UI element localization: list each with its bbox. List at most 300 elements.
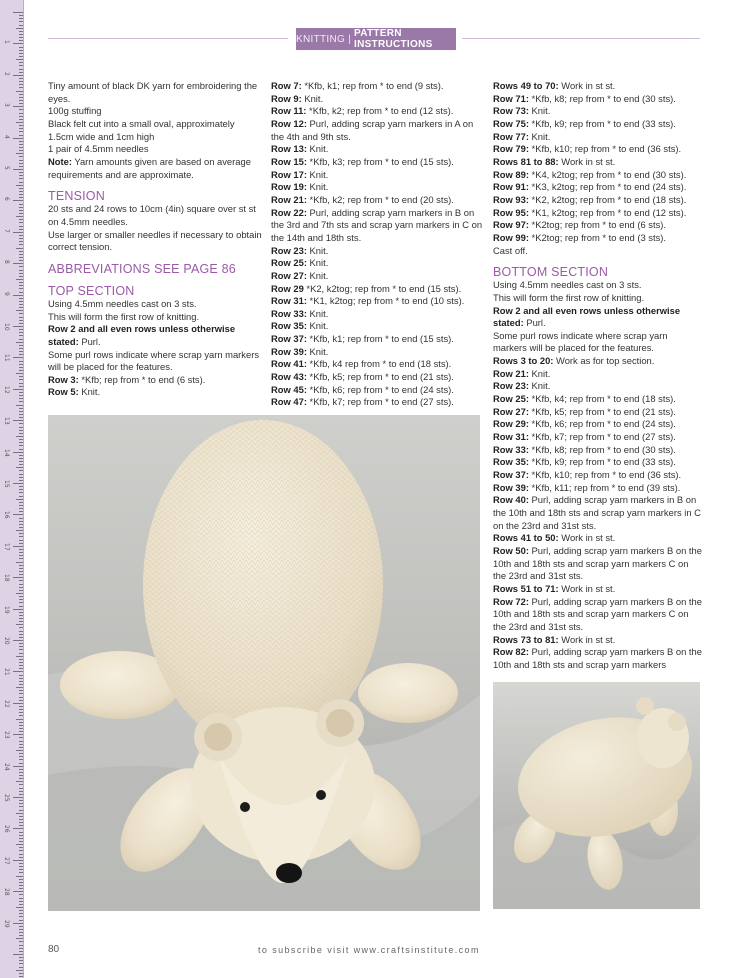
ruler-tick xyxy=(19,31,23,32)
ruler-number: 1 xyxy=(3,40,10,45)
instruction-row xyxy=(271,118,483,143)
ruler-tick xyxy=(19,775,23,776)
ruler-tick xyxy=(19,637,23,638)
instruction-row xyxy=(271,194,483,207)
row-text: *K1, k2tog; rep from * to end (10 sts). xyxy=(306,295,465,307)
ruler-tick xyxy=(13,828,23,829)
instruction-row xyxy=(493,194,703,207)
ruler-tick xyxy=(19,18,23,19)
ruler-tick xyxy=(19,458,23,459)
row-label: Row 35: xyxy=(493,456,529,468)
ruler-tick xyxy=(13,43,23,44)
ruler-tick xyxy=(13,106,23,107)
row-2-instruction xyxy=(493,305,703,330)
row-label: Row 91: xyxy=(493,181,529,193)
ruler-tick xyxy=(19,50,23,51)
instruction-row xyxy=(493,80,703,93)
instruction-row xyxy=(271,384,483,397)
row-text: Knit. xyxy=(528,367,551,379)
ruler-number: 19 xyxy=(3,605,10,614)
row-text: Knit. xyxy=(528,380,551,392)
instruction-row xyxy=(271,333,483,346)
row-text: Knit. xyxy=(306,307,329,319)
ruler-tick xyxy=(19,863,23,864)
text-line: This will form the first row of knitting. xyxy=(48,310,200,322)
ruler-tick xyxy=(19,128,23,129)
row-list xyxy=(271,80,483,409)
ruler-tick xyxy=(19,383,23,384)
ruler-tick xyxy=(19,307,23,308)
ruler-tick xyxy=(19,477,23,478)
ruler-tick xyxy=(19,461,23,462)
ruler-tick xyxy=(19,587,23,588)
ruler-tick xyxy=(19,166,23,167)
ruler-tick xyxy=(19,273,23,274)
ruler-tick xyxy=(19,649,23,650)
header-rule-right xyxy=(462,38,700,39)
ruler-tick xyxy=(19,156,23,157)
instruction-row xyxy=(493,169,703,182)
row-text: *Kfb, k11; rep from * to end (39 sts). xyxy=(528,481,681,493)
ruler-tick xyxy=(19,697,23,698)
ruler-tick xyxy=(19,244,23,245)
instruction-row xyxy=(48,374,262,387)
ruler-tick xyxy=(19,492,23,493)
ruler-tick xyxy=(16,876,23,877)
ruler-tick xyxy=(19,967,23,968)
ruler-tick xyxy=(19,276,23,277)
ruler-tick xyxy=(19,816,23,817)
ruler-tick xyxy=(19,131,23,132)
ruler-tick xyxy=(19,147,23,148)
ruler-tick xyxy=(19,87,23,88)
instruction-row xyxy=(271,143,483,156)
ruler-tick xyxy=(19,665,23,666)
ruler-tick xyxy=(19,229,23,230)
instruction-row xyxy=(493,494,703,532)
ruler-tick xyxy=(19,794,23,795)
ruler-tick xyxy=(19,552,23,553)
ruler-number: 13 xyxy=(3,417,10,425)
ruler-tick xyxy=(19,332,23,333)
section-label: KNITTING xyxy=(296,33,346,45)
ruler-tick xyxy=(19,945,23,946)
bottom-section-intro xyxy=(493,279,703,304)
ruler-tick xyxy=(13,860,23,861)
page-number: 80 xyxy=(48,944,60,955)
row-label: Row 11: xyxy=(271,105,307,117)
ruler-tick xyxy=(19,474,23,475)
ruler-tick xyxy=(19,339,23,340)
ruler-number: 10 xyxy=(3,323,10,331)
row-label: Row 13: xyxy=(271,143,307,155)
ruler-tick xyxy=(19,854,23,855)
ruler-tick xyxy=(19,103,23,104)
ruler-tick xyxy=(19,558,23,559)
ruler-tick xyxy=(19,351,23,352)
row-text: Knit. xyxy=(306,269,329,281)
note xyxy=(48,156,262,181)
row-text: Purl. xyxy=(523,317,546,329)
column-1 xyxy=(48,80,262,399)
ruler-tick xyxy=(19,857,23,858)
ruler-tick xyxy=(19,631,23,632)
ruler-number: 21 xyxy=(3,668,10,677)
ruler-tick xyxy=(16,750,23,751)
instruction-row xyxy=(493,646,703,671)
ruler-tick xyxy=(19,94,23,95)
instruction-row xyxy=(48,386,262,399)
instruction-row xyxy=(493,93,703,106)
ruler-tick xyxy=(19,791,23,792)
ruler-tick xyxy=(19,951,23,952)
instruction-row xyxy=(271,181,483,194)
ruler-tick xyxy=(19,141,23,142)
ruler-number: 8 xyxy=(3,260,10,265)
instruction-row xyxy=(271,156,483,169)
ruler-tick xyxy=(19,348,23,349)
ruler-tick xyxy=(19,888,23,889)
ruler-number: 23 xyxy=(3,731,10,739)
ruler-tick xyxy=(19,317,23,318)
row-text: Knit. xyxy=(306,143,329,155)
ruler-tick xyxy=(19,204,23,205)
ruler-number: 24 xyxy=(3,762,10,771)
instruction-row xyxy=(493,418,703,431)
ruler-tick xyxy=(16,467,23,468)
row-label: Row 93: xyxy=(493,193,529,205)
ruler-tick xyxy=(13,671,23,672)
row-text: *Kfb, k10; rep from * to end (36 sts). xyxy=(528,143,682,155)
ruler-number: 2 xyxy=(3,71,10,76)
row-text: Knit. xyxy=(528,105,551,117)
ruler-number: 28 xyxy=(3,888,10,896)
ruler-number: 17 xyxy=(3,542,10,551)
instruction-row xyxy=(493,444,703,457)
ruler-tick xyxy=(19,449,23,450)
section-separator: | xyxy=(348,33,351,45)
ruler-tick xyxy=(19,116,23,117)
row-text: *Kfb, k8; rep from * to end (30 sts). xyxy=(528,92,676,104)
ruler-tick xyxy=(19,596,23,597)
row-label: Row 25: xyxy=(271,257,307,269)
instruction-row xyxy=(493,456,703,469)
row-label: Row 3: xyxy=(48,373,79,385)
ruler-tick xyxy=(19,65,23,66)
ruler-tick xyxy=(19,615,23,616)
ruler-tick xyxy=(16,656,23,657)
row-label: Row 33: xyxy=(271,307,307,319)
ruler-tick xyxy=(19,693,23,694)
ruler-tick xyxy=(19,282,23,283)
row-label: Row 21: xyxy=(493,367,529,379)
ruler-tick xyxy=(19,222,23,223)
ruler-tick xyxy=(19,675,23,676)
row-label: Row 27: xyxy=(271,269,307,281)
ruler-tick xyxy=(19,345,23,346)
row-label: Row 99: xyxy=(493,231,529,243)
instruction-row xyxy=(271,358,483,371)
ruler-tick xyxy=(16,499,23,500)
ruler-tick xyxy=(13,609,23,610)
ruler-tick xyxy=(16,185,23,186)
row-label: Row 15: xyxy=(271,155,307,167)
row-label: Row 82: xyxy=(493,646,529,658)
ruler-tick xyxy=(19,800,23,801)
polar-bear-side-photo xyxy=(493,682,700,909)
ruler-tick xyxy=(19,941,23,942)
ruler-tick xyxy=(19,329,23,330)
row-text: *Kfb, k8; rep from * to end (30 sts). xyxy=(528,443,676,455)
ruler-tick xyxy=(19,207,23,208)
ruler-tick xyxy=(19,706,23,707)
row-label: Rows 51 to 71: xyxy=(493,582,559,594)
ruler-number: 12 xyxy=(3,385,10,394)
ruler-tick xyxy=(19,292,23,293)
instruction-row xyxy=(493,355,703,368)
instruction-row xyxy=(493,131,703,144)
ruler-number: 22 xyxy=(3,699,10,708)
ruler-tick xyxy=(19,894,23,895)
ruler-tick xyxy=(19,37,23,38)
ruler-number: 6 xyxy=(3,197,10,202)
ruler-tick xyxy=(16,153,23,154)
ruler-tick xyxy=(19,25,23,26)
instruction-row xyxy=(271,295,483,308)
row-label: Row 2 and all even rows unless otherwise stated: xyxy=(493,304,681,329)
row-text: Purl, adding scrap yarn markers B on the 10th and 18th sts and scrap yarn markers C on the 23rd and 31st sts. xyxy=(493,595,702,632)
ruler-tick xyxy=(19,113,23,114)
ruler-tick xyxy=(19,226,23,227)
ruler-tick xyxy=(19,298,23,299)
ruler-tick xyxy=(19,34,23,35)
ruler-tick xyxy=(19,590,23,591)
ruler-tick xyxy=(13,766,23,767)
ruler-tick xyxy=(19,932,23,933)
instruction-row xyxy=(271,308,483,321)
ruler-tick xyxy=(19,913,23,914)
ruler-tick xyxy=(13,640,23,641)
text-line: This will form the first row of knitting. xyxy=(493,291,645,303)
row-list xyxy=(493,80,703,245)
row-text: *Kfb, k4; rep from * to end (18 sts). xyxy=(528,393,676,405)
ruler-tick xyxy=(19,364,23,365)
ruler-tick xyxy=(13,295,23,296)
ruler-tick xyxy=(19,926,23,927)
ruler-tick xyxy=(19,788,23,789)
ruler-tick xyxy=(19,759,23,760)
row-label: Rows 81 to 88: xyxy=(493,155,559,167)
instruction-row xyxy=(493,207,703,220)
ruler-tick xyxy=(13,200,23,201)
row-text: *Kfb, k9; rep from * to end (33 sts). xyxy=(528,456,676,468)
ruler-tick xyxy=(16,562,23,563)
ruler-tick xyxy=(19,489,23,490)
row-label: Row 43: xyxy=(271,371,307,383)
ruler-tick xyxy=(19,769,23,770)
ruler-tick xyxy=(19,84,23,85)
ruler-tick xyxy=(16,91,23,92)
instruction-row xyxy=(493,545,703,583)
purl-note: Some purl rows indicate where scrap yarn markers will be placed for the features. xyxy=(48,348,260,373)
ruler-tick xyxy=(16,122,23,123)
row-label: Row 29 xyxy=(271,282,304,294)
ruler-tick xyxy=(16,970,23,971)
ruler-tick xyxy=(19,741,23,742)
ruler-tick xyxy=(19,618,23,619)
ruler-tick xyxy=(19,395,23,396)
ruler-tick xyxy=(19,728,23,729)
ruler-tick xyxy=(19,904,23,905)
ruler-tick xyxy=(19,414,23,415)
row-text: Purl, adding scrap yarn markers in A on the 4th and 9th sts. xyxy=(271,117,474,142)
ruler-tick xyxy=(19,480,23,481)
bottom-section-heading: BOTTOM SECTION xyxy=(493,265,609,280)
ruler-tick xyxy=(19,910,23,911)
row-label: Row 23: xyxy=(271,244,307,256)
materials-list xyxy=(48,80,262,156)
ruler-tick xyxy=(19,313,23,314)
ruler-tick xyxy=(19,976,23,977)
instruction-row xyxy=(271,169,483,182)
instruction-row xyxy=(493,406,703,419)
ruler-number: 29 xyxy=(3,919,10,928)
row-text: *Kfb, k5; rep from * to end (21 sts). xyxy=(528,405,676,417)
instruction-row xyxy=(493,156,703,169)
ruler-tick xyxy=(19,957,23,958)
row-label: Row 5: xyxy=(48,386,79,398)
row-text: *Kfb, k1; rep from * to end (15 sts). xyxy=(306,333,454,345)
ruler-tick xyxy=(19,571,23,572)
tension-text xyxy=(48,203,262,254)
row-label: Row 17: xyxy=(271,168,307,180)
ruler-tick xyxy=(13,954,23,955)
instruction-row xyxy=(271,245,483,258)
ruler-tick xyxy=(19,197,23,198)
ruler-tick xyxy=(16,624,23,625)
ruler-tick xyxy=(19,634,23,635)
instruction-row xyxy=(493,596,703,634)
row-text: *Kfb, k6; rep from * to end (24 sts). xyxy=(306,383,454,395)
row-label: Row 35: xyxy=(271,320,307,332)
polar-bear-side-illustration xyxy=(493,682,700,909)
row-label: Row 72: xyxy=(493,595,529,607)
ruler-tick xyxy=(19,81,23,82)
row-text: *Kfb, k1; rep from * to end (9 sts). xyxy=(301,80,444,91)
ruler-tick xyxy=(13,389,23,390)
ruler-tick xyxy=(19,455,23,456)
footer-subscribe: to subscribe visit www.craftsinstitute.com xyxy=(258,945,480,955)
row-label: Row 9: xyxy=(271,92,302,104)
ruler-tick xyxy=(19,433,23,434)
instruction-row xyxy=(493,634,703,647)
row-text: *K3, k2tog; rep from * to end (24 sts). xyxy=(528,181,687,193)
top-section-intro xyxy=(48,298,262,323)
ruler-number: 7 xyxy=(3,228,10,233)
row-text: *K1, k2tog; rep from * to end (12 sts). xyxy=(528,206,687,218)
row-text: Purl, adding scrap yarn markers in B on the 3rd and 7th sts and scrap yarn markers in C on the 14th and 18th sts. xyxy=(271,206,483,243)
ruler-tick xyxy=(19,646,23,647)
ruler-number: 25 xyxy=(3,794,10,802)
ruler-tick xyxy=(19,872,23,873)
ruler-tick xyxy=(16,813,23,814)
ruler-tick xyxy=(19,219,23,220)
row-text: *Kfb, k7; rep from * to end (27 sts). xyxy=(528,431,676,443)
ruler-tick xyxy=(16,530,23,531)
instruction-row xyxy=(493,181,703,194)
row-label: Row 2 and all even rows unless otherwise stated: xyxy=(48,323,236,347)
ruler-tick xyxy=(19,172,23,173)
ruler-tick xyxy=(19,430,23,431)
instruction-row xyxy=(271,93,483,106)
ruler-tick xyxy=(19,543,23,544)
text-line: 20 sts and 24 rows to 10cm (4in) square over st st on 4.5mm needles. xyxy=(48,203,256,227)
ruler-tick xyxy=(19,662,23,663)
ruler-tick xyxy=(19,960,23,961)
ruler-tick xyxy=(16,938,23,939)
purl-note: Some purl rows indicate where scrap yarn markers will be placed for the features. xyxy=(493,329,668,354)
ruler-tick xyxy=(19,963,23,964)
row-text: Work as for top section. xyxy=(553,355,655,367)
ruler-tick xyxy=(19,518,23,519)
ruler-tick xyxy=(19,401,23,402)
row-label: Row 95: xyxy=(493,206,529,218)
row-text: *Kfb, k5; rep from * to end (21 sts). xyxy=(306,371,454,383)
ruler-tick xyxy=(19,929,23,930)
row-label: Row 37: xyxy=(493,469,529,481)
row-text: Knit. xyxy=(306,168,329,180)
ruler-tick xyxy=(19,417,23,418)
ruler-tick xyxy=(19,119,23,120)
ruler-tick xyxy=(19,643,23,644)
row-text: Work in st st. xyxy=(558,80,616,91)
ruler-tick xyxy=(19,408,23,409)
row-text: *Kfb, k2; rep from * to end (20 sts). xyxy=(306,193,454,205)
ruler-tick xyxy=(19,731,23,732)
instruction-row xyxy=(493,143,703,156)
instruction-row xyxy=(493,380,703,393)
ruler-number: 9 xyxy=(3,291,10,296)
ruler-tick xyxy=(19,97,23,98)
ruler-number: 20 xyxy=(3,637,10,645)
ruler-tick xyxy=(16,59,23,60)
row-label: Row 19: xyxy=(271,181,307,193)
ruler-tick xyxy=(19,627,23,628)
row-label: Rows 73 to 81: xyxy=(493,633,559,645)
instruction-row xyxy=(271,396,483,409)
ruler-tick xyxy=(19,109,23,110)
ruler-tick xyxy=(19,668,23,669)
ruler-tick xyxy=(13,232,23,233)
ruler-tick xyxy=(19,621,23,622)
row-label: Row 27: xyxy=(493,405,529,417)
row-text: Purl, adding scrap yarn markers in B on the 10th and 18th sts and scrap yarn markers in C on the 23rd and 31st sts. xyxy=(493,494,701,531)
ruler-tick xyxy=(19,898,23,899)
ruler-tick xyxy=(16,28,23,29)
ruler-tick xyxy=(16,687,23,688)
row-text: *K2tog; rep from * to end (3 sts). xyxy=(528,231,666,243)
ruler-tick xyxy=(19,175,23,176)
row-label: Row 33: xyxy=(493,443,529,455)
ruler-tick xyxy=(19,335,23,336)
row-text: Purl, adding scrap yarn markers B on the 10th and 18th sts and scrap yarn markers xyxy=(493,646,702,670)
ruler-tick xyxy=(19,191,23,192)
row-label: Row 40: xyxy=(493,494,529,506)
ruler-tick xyxy=(19,524,23,525)
row-text: *Kfb, k9; rep from * to end (33 sts). xyxy=(528,117,676,129)
ruler-tick xyxy=(19,747,23,748)
ruler-tick xyxy=(19,712,23,713)
